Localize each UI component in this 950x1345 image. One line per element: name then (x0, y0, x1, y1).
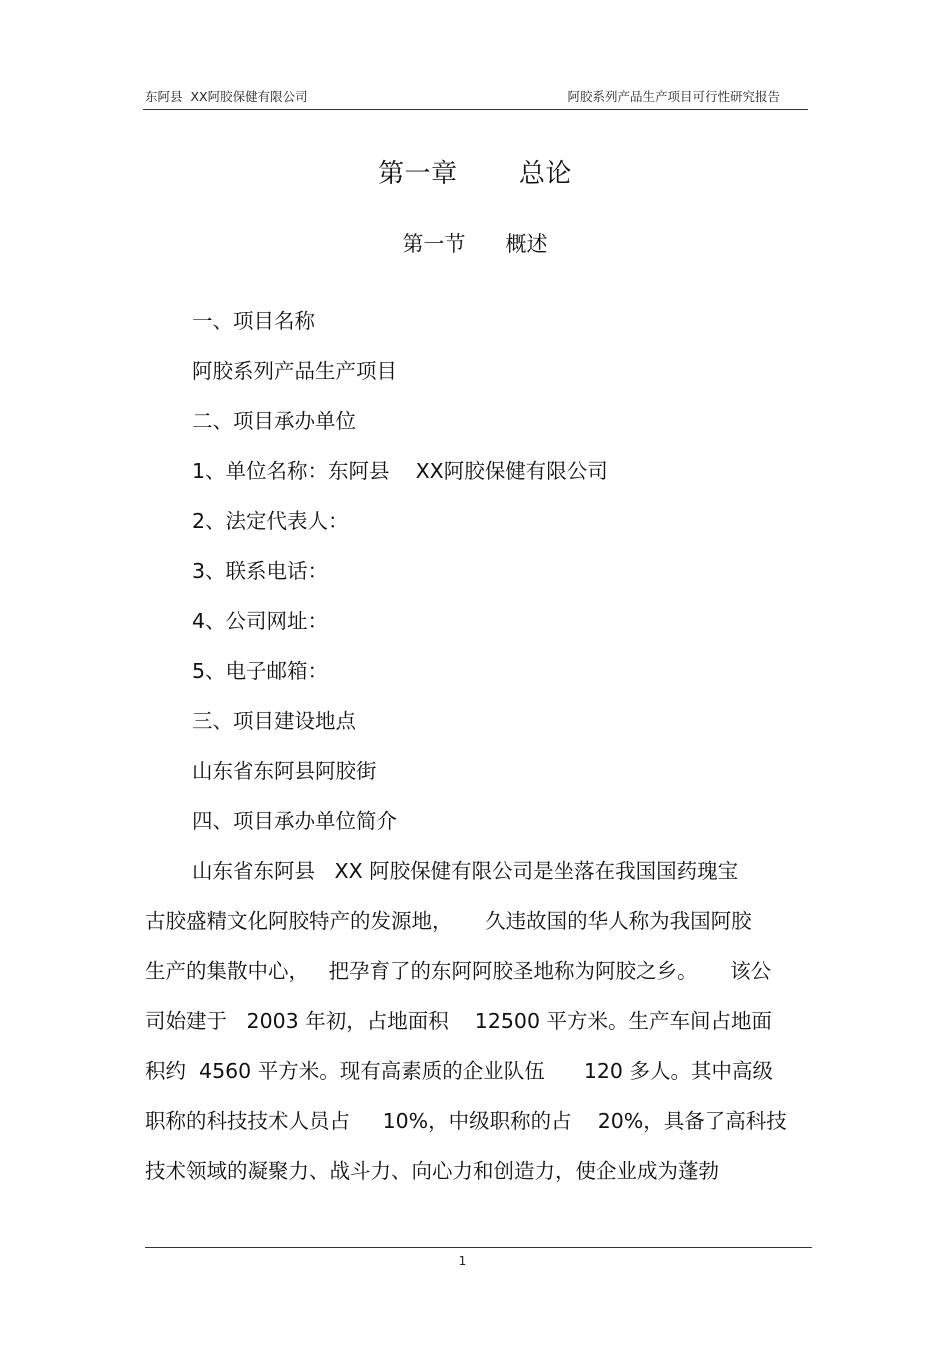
paragraph-line: 积约 4560 平方米。现有高素质的企业队伍 120 多人。其中高级 (145, 1059, 773, 1083)
contact-phone-line: 3、联系电话： (192, 559, 329, 583)
header-report-title: 阿胶系列产品生产项目可行性研究报告 (567, 89, 780, 104)
project-name-value: 阿胶系列产品生产项目 (192, 359, 397, 383)
heading-project-name: 一、项目名称 (192, 309, 315, 333)
heading-unit-profile: 四、项目承办单位简介 (192, 809, 397, 833)
construction-site-value: 山东省东阿县阿胶街 (192, 759, 377, 783)
chapter-title: 第一章 总论 (378, 159, 572, 189)
paragraph-line: 生产的集散中心， 把孕育了的东阿阿胶圣地称为阿胶之乡。 该公 (145, 959, 772, 983)
company-website-line: 4、公司网址： (192, 609, 329, 633)
header-divider (143, 109, 808, 110)
paragraph-line: 职称的科技技术人员占 10%，中级职称的占 20%，具备了高科技 (145, 1109, 787, 1133)
paragraph-line: 司始建于 2003 年初，占地面积 12500 平方米。生产车间占地面 (145, 1009, 773, 1033)
section-title: 第一节 概述 (402, 232, 548, 256)
page-number: 1 (458, 1254, 467, 1268)
heading-construction-site: 三、项目建设地点 (192, 709, 356, 733)
header-company-name: 东阿县 XX阿胶保健有限公司 (145, 89, 308, 104)
legal-representative-line: 2、法定代表人： (192, 509, 349, 533)
paragraph-line: 技术领域的凝聚力、战斗力、向心力和创造力，使企业成为蓬勃 (145, 1159, 719, 1183)
email-line: 5、电子邮箱： (192, 659, 329, 683)
heading-sponsor-unit: 二、项目承办单位 (192, 409, 356, 433)
unit-name-line: 1、单位名称：东阿县 XX阿胶保健有限公司 (192, 459, 608, 483)
paragraph-line: 山东省东阿县 XX 阿胶保健有限公司是坐落在我国国药瑰宝 (192, 859, 739, 883)
footer-divider (145, 1247, 812, 1248)
paragraph-line: 古胶盛精文化阿胶特产的发源地， 久违故国的华人称为我国阿胶 (145, 909, 752, 933)
